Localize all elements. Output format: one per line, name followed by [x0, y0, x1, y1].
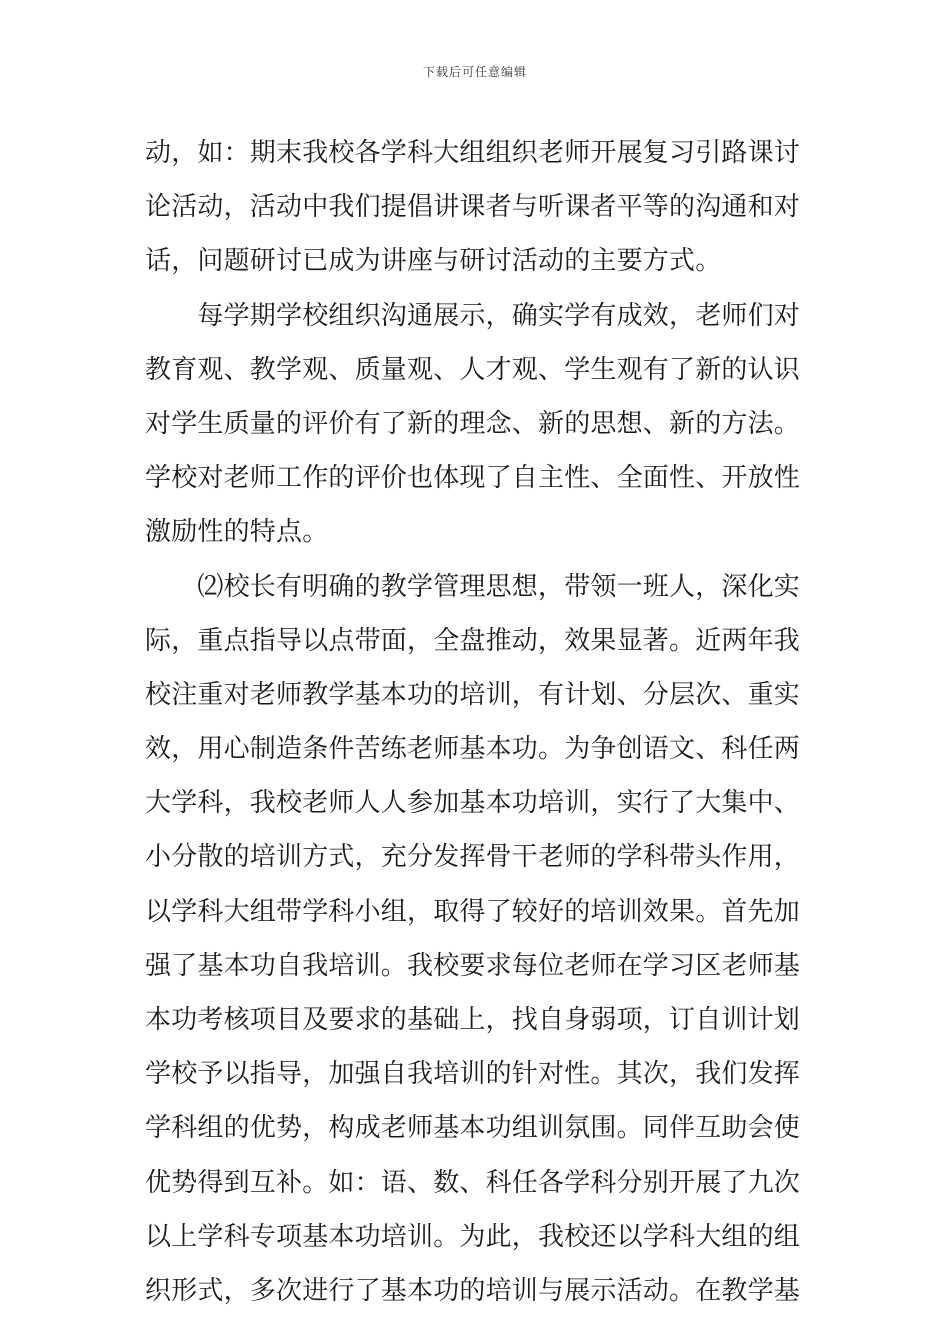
- text-line: 织形式，多次进行了基本功的培训与展示活动。在教学基: [145, 1275, 801, 1306]
- page-header: 下载后可任意编辑: [422, 65, 527, 79]
- text-line: 校注重对老师教学基本功的培训，有计划、分层次、重实: [145, 679, 801, 710]
- text-line: 小分散的培训方式，充分发挥骨干老师的学科带头作用，: [145, 842, 801, 873]
- text-line: 本功考核项目及要求的基础上，找自身弱项，订自训计划: [145, 1005, 801, 1035]
- text-line: 效，用心制造条件苦练老师基本功。为争创语文、科任两: [145, 734, 801, 765]
- text-line: 学校予以指导，加强自我培训的针对性。其次，我们发挥: [145, 1059, 801, 1090]
- text-line: 对学生质量的评价有了新的理念、新的思想、新的方法。: [145, 408, 801, 439]
- text-line: ⑵校长有明确的教学管理思想，带领一班人，深化实: [145, 571, 801, 602]
- text-line: 话，问题研讨已成为讲座与研讨活动的主要方式。: [145, 246, 722, 277]
- text-line: 学科组的优势，构成老师基本功组训氛围。同伴互助会使: [145, 1113, 801, 1144]
- document-body: [145, 126, 815, 1318]
- text-line: 际，重点指导以点带面，全盘推动，效果显著。近两年我: [145, 625, 801, 656]
- text-line: 每学期学校组织沟通展示，确实学有成效，老师们对: [145, 300, 801, 331]
- text-line: 教育观、教学观、质量观、人才观、学生观有了新的认识: [145, 354, 801, 385]
- text-line: 论活动，活动中我们提倡讲课者与听课者平等的沟通和对: [145, 192, 801, 223]
- text-line: 以学科大组带学科小组，取得了较好的培训效果。首先加: [145, 896, 801, 927]
- text-line: 以上学科专项基本功培训。为此，我校还以学科大组的组: [145, 1221, 801, 1252]
- text-line: 激励性的特点。: [145, 517, 329, 548]
- text-line: 优势得到互补。如：语、数、科任各学科分别开展了九次: [145, 1167, 801, 1198]
- text-line: 动，如：期末我校各学科大组组织老师开展复习引路课讨: [145, 138, 801, 168]
- text-line: 大学科，我校老师人人参加基本功培训，实行了大集中、: [145, 788, 801, 819]
- text-line: 学校对老师工作的评价也体现了自主性、全面性、开放性: [145, 463, 801, 494]
- text-line: 强了基本功自我培训。我校要求每位老师在学习区老师基: [145, 950, 801, 981]
